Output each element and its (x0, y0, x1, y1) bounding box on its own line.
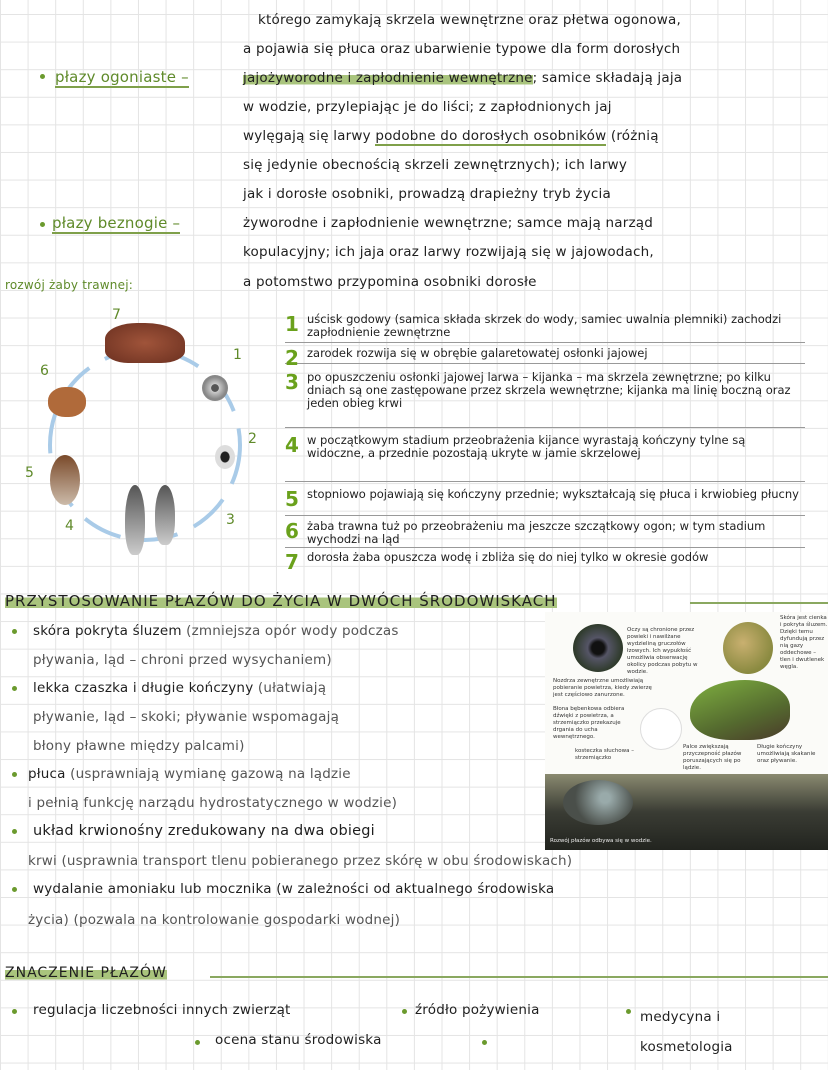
bullet (12, 686, 17, 691)
bullet (12, 1009, 17, 1014)
adaptation-note: krwi (usprawnia transport tlenu pobieranego przez skórę w obu środowiskach) (28, 853, 573, 869)
adaptation-note: życia) (pozwala na kontrolowanie gospodarki wodnej) (28, 912, 401, 928)
adaptation-title: wydalanie amoniaku lub mocznika (w zależności od aktualnego środowiska (33, 881, 555, 897)
development-step: 1 uścisk godowy (samica składa skrzek do wody, samiec uwalnia plemniki) zachodzi zapłodnienie zewnętrzne (285, 313, 805, 343)
label-limbs: Długie kończyny umożliwiają skakanie oraz pływanie. (757, 744, 816, 764)
pond-photo (545, 774, 828, 850)
caudata-text: się jedynie obecnością skrzeli zewnętrznych); ich larwy (243, 157, 628, 173)
caudata-underlined: podobne do dorosłych osobników (375, 128, 607, 144)
cycle-number: 2 (248, 431, 257, 447)
label-eardrum: Błona bębenkowa odbiera dźwięki z powietrza, a strzemiączko przekazuje drgania do ucha wewnętrznego. (553, 706, 625, 740)
bullet (40, 74, 45, 79)
caudata-text: jak i dorosłe osobniki, prowadzą drapieżny tryb życia (243, 186, 611, 202)
froglet-image (48, 387, 86, 417)
intro-line: którego zamykają skrzela wewnętrzne oraz płetwa ogonowa, (258, 12, 681, 28)
life-cycle-diagram (25, 305, 260, 565)
adaptation-note: pływania, ląd – chroni przed wysychaniem) (33, 652, 332, 668)
ossicle-image (640, 708, 682, 750)
development-label: rozwój żaby trawnej: (5, 278, 133, 292)
adaptation-note: (zmniejsza opór wody podczas (181, 623, 399, 639)
bullet (195, 1040, 200, 1045)
cycle-number: 4 (65, 518, 74, 534)
adaptation-title: skóra pokryta śluzem (33, 623, 182, 639)
caudata-text: ; samice składają jaja (532, 70, 683, 86)
bullet (12, 629, 17, 634)
adaptation-title: płuca (28, 766, 66, 782)
adaptation-note: błony pławne między palcami) (33, 738, 245, 754)
adaptation-note: pływanie, ląd – skoki; pływanie wspomagają (33, 709, 340, 725)
importance-item: źródło pożywienia (415, 1002, 540, 1018)
caudata-label: płazy ogoniaste – (55, 68, 189, 86)
adaptations-heading: PRZYSTOSOWANIE PŁAZÓW DO ŻYCIA W DWÓCH ŚRODOWISKACH (5, 592, 557, 610)
caudata-highlight: jajożyworodne i zapłodnienie wewnętrzne (243, 70, 533, 86)
bullet (12, 887, 17, 892)
caudata-text: w wodzie, przylepiając je do liści; z zapłodnionych jaj (243, 99, 612, 115)
frog-anatomy-figure (545, 612, 828, 850)
importance-heading: ZNACZENIE PŁAZÓW (5, 965, 167, 981)
adult-frog-image (105, 323, 185, 363)
bullet (12, 772, 17, 777)
development-step: 5 stopniowo pojawiają się kończyny przednie; wykształcają się płuca i krwiobieg płucny (285, 488, 805, 516)
bullet (40, 222, 45, 227)
apoda-text: żyworodne i zapłodnienie wewnętrzne; samce mają narząd (243, 215, 653, 231)
bullet (12, 829, 17, 834)
cycle-number: 3 (226, 512, 235, 528)
eggs-image (202, 375, 228, 401)
cycle-number: 7 (112, 307, 121, 323)
figure-caption: Rozwój płazów odbywa się w wodzie. (550, 838, 652, 844)
bullet (482, 1040, 487, 1045)
skin-closeup-image (723, 622, 773, 674)
frog-in-water-image (563, 780, 633, 825)
importance-item: regulacja liczebności innych zwierząt (33, 1002, 291, 1018)
importance-item: ocena stanu środowiska (215, 1032, 382, 1048)
adaptation-title: układ krwionośny zredukowany na dwa obiegi (33, 823, 375, 839)
development-step: 2 zarodek rozwija się w obrębie galaretowatej osłonki jajowej (285, 347, 805, 364)
adaptation-title: lekka czaszka i długie kończyny (33, 680, 254, 696)
caudata-text: (różnią (606, 128, 659, 144)
eye-closeup-image (573, 624, 623, 672)
bullet (626, 1009, 631, 1014)
tadpole-image (155, 485, 175, 545)
development-step: 3 po opuszczeniu osłonki jajowej larwa – kijanka – ma skrzela zewnętrzne; po kilku dniach są one zastępowane przez skrzela wewnętrzne; kijanka ma linię boczną oraz jeden obieg krwi (285, 371, 805, 428)
tadpole-legs-image (50, 455, 80, 505)
bullet (402, 1009, 407, 1014)
embryo-image (215, 445, 235, 469)
development-step: 6 żaba trawna tuż po przeobrażeniu ma jeszcze szczątkowy ogon; w tym stadium wychodzi na ląd (285, 520, 805, 548)
development-step: 4 w początkowym stadium przeobrażenia kijance wyrastają kończyny tylne są widoczne, a przednie pozostają ukryte w jamie skrzelowej (285, 434, 805, 482)
apoda-text: a potomstwo przypomina osobniki dorosłe (243, 274, 537, 290)
label-eyes: Oczy są chronione przez powieki i nawilżane wydzieliną gruczołów łzowych. Ich wypukłość umożliwia obserwację okolicy podczas pobytu w wodzie. (627, 627, 698, 675)
intro-line: a pojawia się płuca oraz ubarwienie typowe dla form dorosłych (243, 41, 681, 57)
heading-rule (690, 602, 828, 604)
label-nostrils: Nozdrza zewnętrzne umożliwiają pobieranie powietrza, kiedy zwierzę jest częściowo zanurzone. (553, 678, 652, 698)
label-ossicle: kosteczka słuchowa – strzemiączko (575, 748, 635, 761)
adaptation-note: (usprawniają wymianę gazową na lądzie (65, 766, 351, 782)
adaptation-note: i pełnią funkcję narządu hydrostatycznego w wodzie) (28, 795, 398, 811)
cycle-number: 6 (40, 363, 49, 379)
development-step: 7 dorosła żaba opuszcza wodę i zbliża się do niej tylko w okresie godów (285, 550, 709, 574)
label-skin: Skóra jest cienka i pokryta śluzem. Dzięki temu dyfundują przez nią gazy oddechowe – tlen i dwutlenek węgla. (780, 615, 828, 670)
frog-image (690, 680, 790, 740)
label-toes: Palce zwiększają przyczepność płazów poruszających się po lądzie. (683, 744, 742, 771)
cycle-number: 1 (233, 347, 242, 363)
heading-rule (210, 976, 828, 978)
cycle-number: 5 (25, 465, 34, 481)
tadpole-image (125, 485, 145, 555)
apoda-label: płazy beznogie – (52, 214, 181, 232)
apoda-text: kopulacyjny; ich jaja oraz larwy rozwijają się w jajowodach, (243, 244, 654, 260)
importance-item: medycyna i kosmetologia (640, 1009, 733, 1055)
caudata-text: wylęgają się larwy (243, 128, 376, 144)
adaptation-note: (ułatwiają (253, 680, 327, 696)
